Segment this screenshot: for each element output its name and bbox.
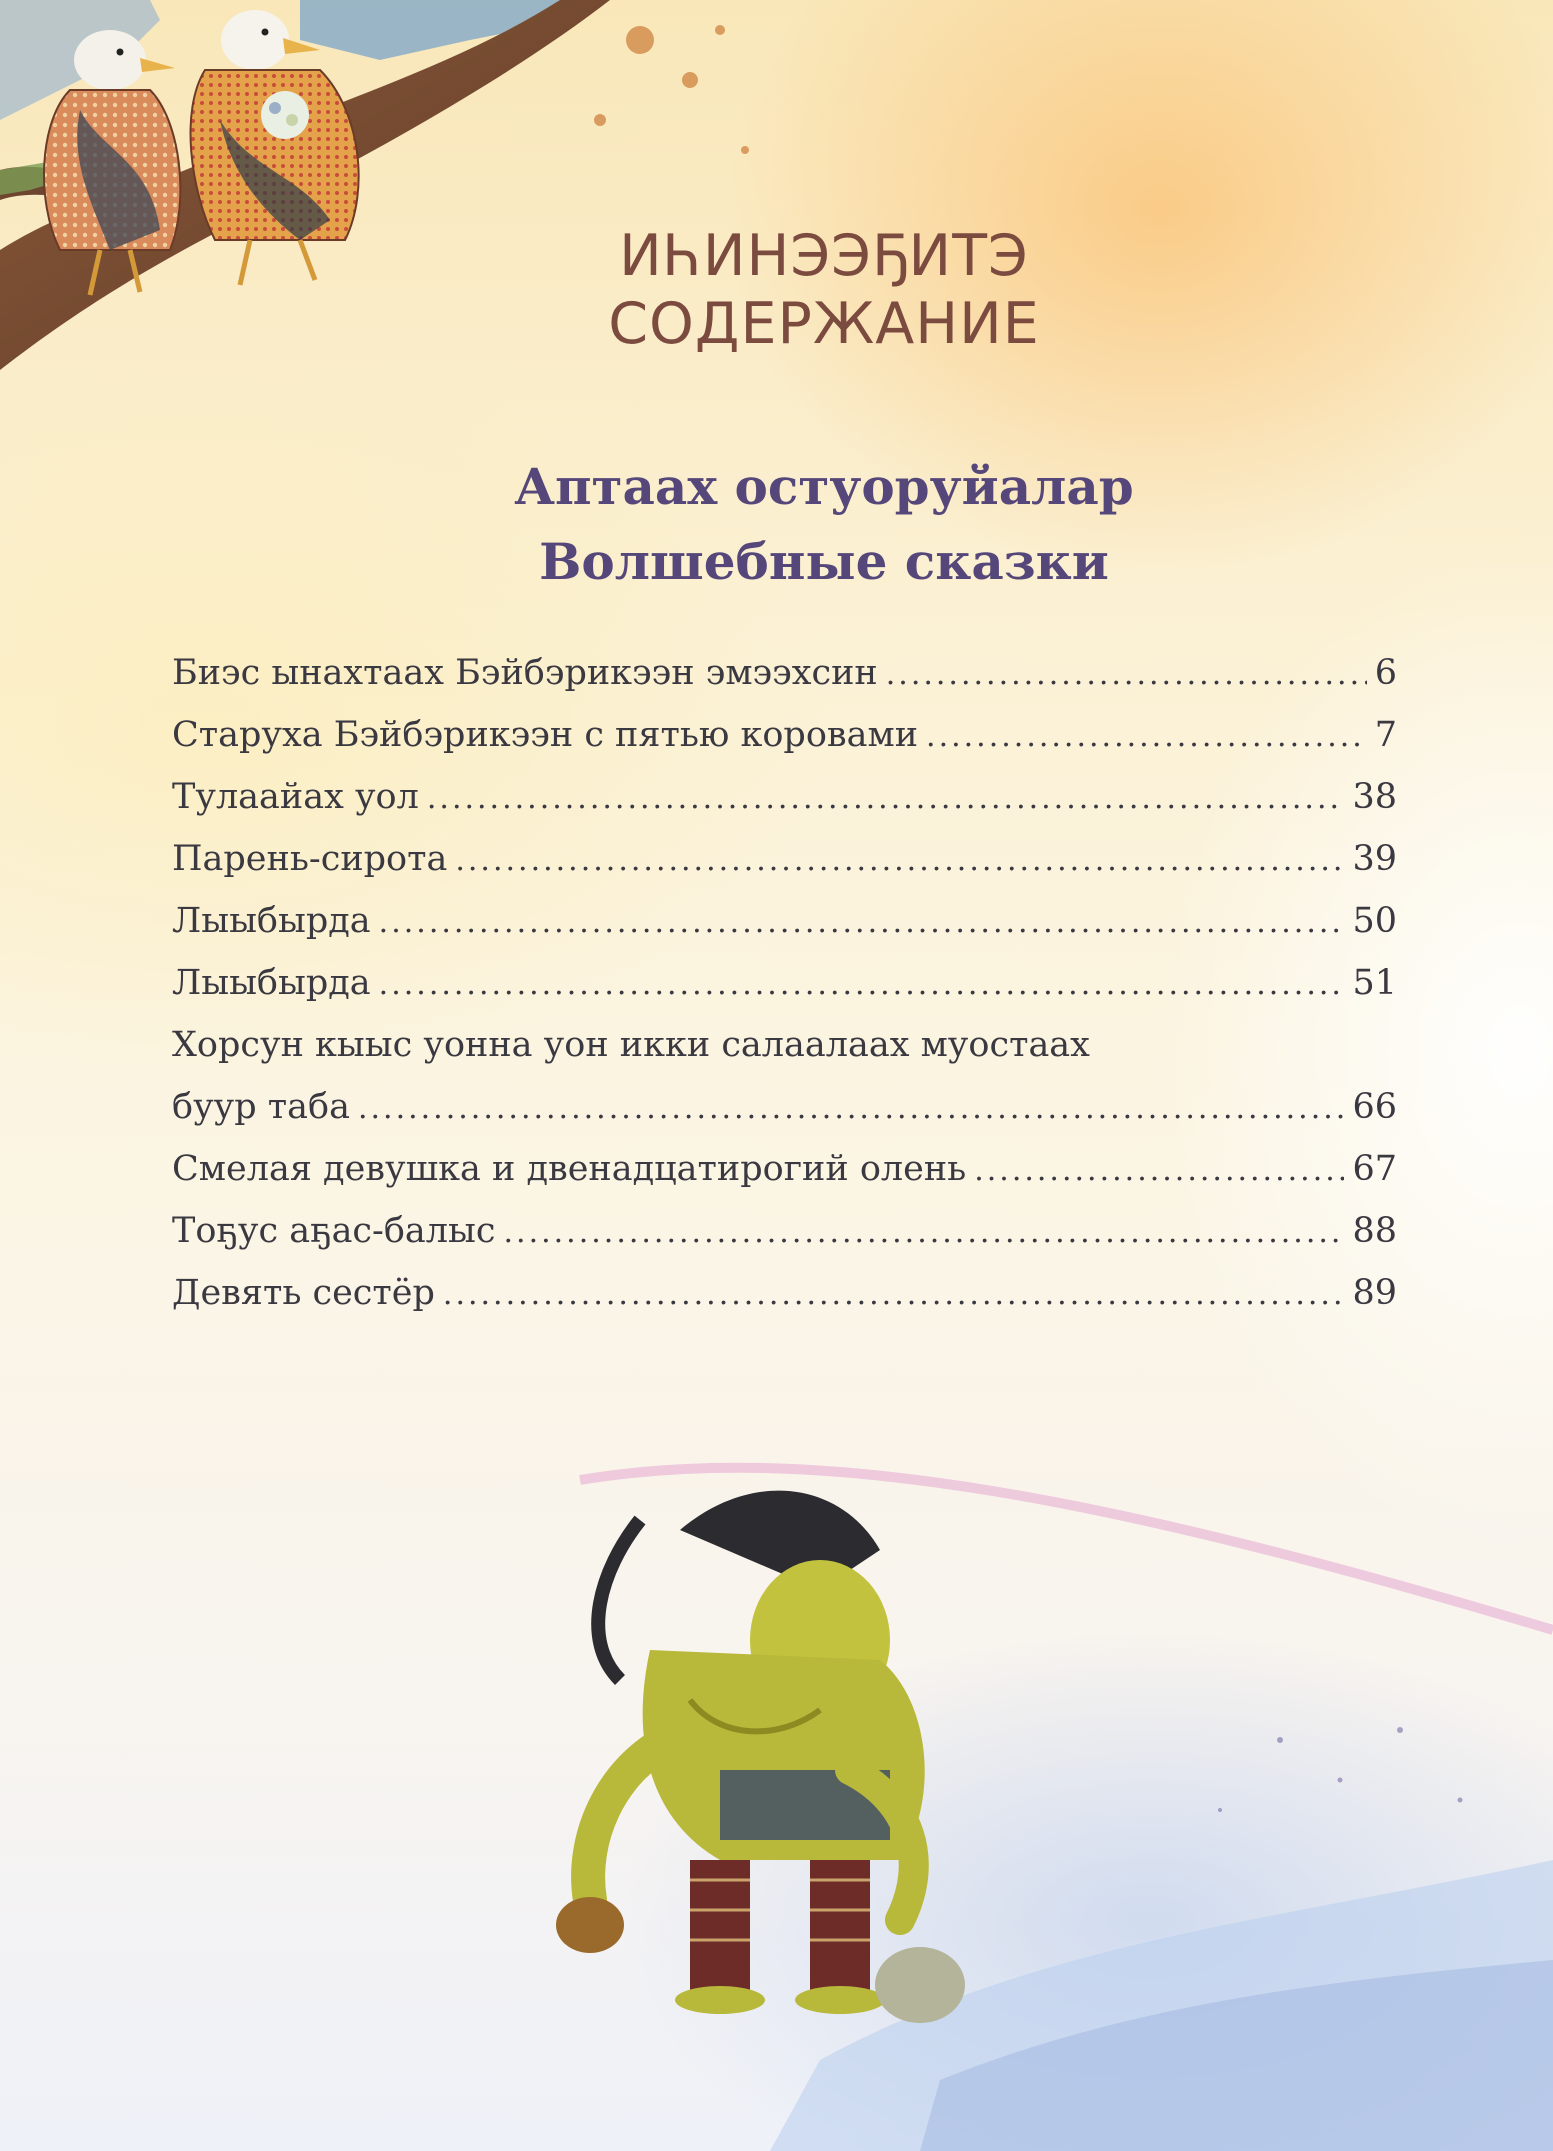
contents-title-russian: СОДЕРЖАНИЕ <box>608 291 1040 357</box>
toc-entry-page: 89 <box>1352 1273 1397 1313</box>
toc-entry-page: 38 <box>1352 777 1397 817</box>
toc-entry-page: 7 <box>1374 715 1397 755</box>
toc-entry-title: Парень-сирота <box>172 839 448 879</box>
toc-entry-page: 39 <box>1352 839 1397 879</box>
toc-entry[interactable] <box>172 704 1397 766</box>
toc-entry-line-2[interactable] <box>172 1076 1397 1138</box>
toc-entry-title: Лыыбырда <box>172 901 371 941</box>
toc-entry[interactable] <box>172 1262 1397 1324</box>
toc-entry-page: 50 <box>1352 901 1397 941</box>
toc-entry-title: Хорсун кыыс уонна уон икки салаалаах муостаах <box>172 1025 1090 1065</box>
toc-entry-page: 67 <box>1352 1149 1397 1189</box>
toc-entry[interactable] <box>172 766 1397 828</box>
toc-entry-title: Старуха Бэйбэрикээн с пятью коровами <box>172 715 919 755</box>
table-of-contents <box>172 642 1397 1324</box>
leader-dots <box>886 644 1367 706</box>
toc-entry-title: Биэс ынахтаах Бэйбэрикээн эмээхсин <box>172 653 878 693</box>
toc-entry-page: 88 <box>1352 1211 1397 1251</box>
toc-entry-title: Лыыбырда <box>172 963 371 1003</box>
toc-entry[interactable] <box>172 1200 1397 1262</box>
leader-dots <box>504 1202 1345 1264</box>
toc-entry-title: Тоҕус аҕас-балыс <box>172 1211 496 1251</box>
leader-dots <box>974 1140 1344 1202</box>
troll-illustration <box>520 1440 1553 2151</box>
toc-entry-title: буур таба <box>172 1087 350 1127</box>
leader-dots <box>926 706 1367 768</box>
leader-dots <box>443 1264 1345 1326</box>
toc-entry-page: 51 <box>1352 963 1397 1003</box>
leader-dots <box>379 954 1345 1016</box>
toc-entry-title: Девять сестёр <box>172 1273 435 1313</box>
toc-entry-title: Тулаайах уол <box>172 777 419 817</box>
toc-entry[interactable] <box>172 890 1397 952</box>
toc-entry-page: 66 <box>1352 1087 1397 1127</box>
contents-title-yakut: ИҺИНЭЭҔИТЭ <box>619 223 1029 289</box>
section-title-yakut: Аптаах остуоруйалар <box>514 457 1134 516</box>
toc-entry-title: Смелая девушка и двенадцатирогий олень <box>172 1149 967 1189</box>
leader-dots <box>358 1078 1344 1140</box>
toc-entry-line-1[interactable] <box>172 1014 1397 1076</box>
leader-dots <box>455 830 1344 892</box>
toc-entry[interactable] <box>172 952 1397 1014</box>
leader-dots <box>427 768 1345 830</box>
toc-entry[interactable] <box>172 828 1397 890</box>
toc-entry-page: 6 <box>1374 653 1397 693</box>
toc-entry[interactable] <box>172 1138 1397 1200</box>
section-title-russian: Волшебные сказки <box>539 532 1109 591</box>
leader-dots <box>379 892 1345 954</box>
toc-entry[interactable] <box>172 642 1397 704</box>
